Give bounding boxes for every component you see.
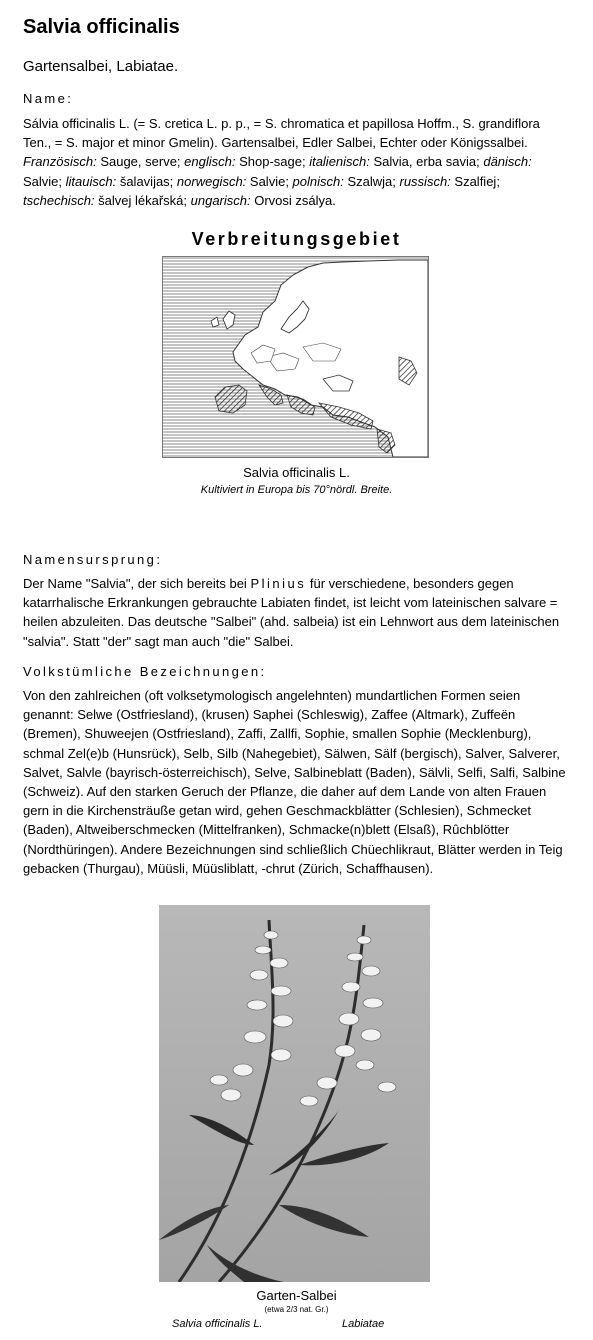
folk-section-text bbox=[23, 686, 571, 878]
folk-section-label: Volkstümliche Bezeichnungen: bbox=[23, 664, 267, 679]
sage-plant-illustration bbox=[159, 905, 430, 1282]
plate-species-name: Salvia officinalis L. bbox=[172, 1318, 263, 1330]
map-caption-species: Salvia officinalis L. bbox=[243, 465, 350, 480]
origin-section-text bbox=[23, 574, 571, 651]
europe-map-illustration bbox=[163, 257, 428, 457]
name-fr: Sauge, serve; bbox=[96, 154, 185, 170]
distribution-map bbox=[162, 256, 429, 458]
lang-label-hu: ungarisch: bbox=[190, 192, 251, 208]
name-section-text bbox=[23, 114, 571, 210]
name-ru: Szalfiej; bbox=[450, 173, 500, 189]
name-cs: šalvej lékařská; bbox=[94, 192, 191, 208]
origin-section-label: Namensursprung: bbox=[23, 552, 163, 567]
name-section-label: Name: bbox=[23, 91, 74, 106]
sage-plant-photo bbox=[159, 905, 430, 1282]
page-subtitle: Gartensalbei, Labiatae. bbox=[23, 58, 179, 75]
map-caption-note: Kultiviert in Europa bis 70°nördl. Breite. bbox=[200, 484, 393, 496]
lang-label-no: norwegisch: bbox=[176, 173, 247, 189]
name-synonyms: Sálvia officinalis L. (= S. cretica L. p. p., = S. chromatica et papillosa Hoffm., S. grandiflora Ten., = S. major et minor Gmelin). Gartensalbei, Edler Salbei, Echter oder Königssalbei. bbox=[23, 116, 540, 151]
lang-label-da: dänisch: bbox=[483, 154, 532, 170]
origin-text-before: Der Name "Salvia", der sich bereits bei bbox=[23, 576, 251, 591]
name-no: Salvie; bbox=[246, 173, 293, 189]
folk-names-text: Von den zahlreichen (oft volksetymologisch angelehnten) mundartlichen Formen seien genannt: Selwe (Ostfriesland), (krusen) Saphei (Schleswig), Zaffee (Altmark), Zuffeën (Bremen), Shuweejen (Ostfriesland), Zaffi, Zallfi, Sophie, smallen Sophie (Mecklenburg), schmal Zel(e)b (Hunsrück), Selb, Silb (Nahegebiet), Sälwen, Sälf (bergisch), Salver, Salverer, Salvet, Salvle (bayrisch-österreichisch), Selve, Salbineblatt (Baden), Sälvli, Selfi, Salfi, Salbine (Schweiz). Auf den starken Geruch der Pflanze, die daher auf dem Lande von alten Frauen gern in die Kirchensträuße getan wird, gehen Geschmackblätter (Schlesien), Schmecket (Baden), Altweiberschmecken (Mittelfranken), Schmacke(n)blett (Elsaß), Rûchblötter (Nordthüringen). Andere Bezeichnungen sind schließlich Chüechlikraut, Blätter werden in Teig gebacken (Thurgau), Müüsli, Müüsliblatt, -chrut (Zürich, Schaffhausen). bbox=[23, 688, 566, 876]
name-pl: Szalwja; bbox=[343, 173, 400, 189]
name-it: Salvia, erba savia; bbox=[369, 154, 484, 170]
lang-label-en: englisch: bbox=[184, 154, 236, 170]
name-da: Salvie; bbox=[23, 173, 66, 189]
lang-label-fr: Französisch: bbox=[23, 154, 97, 170]
lang-label-ru: russisch: bbox=[399, 173, 451, 189]
page-title: Salvia officinalis bbox=[23, 16, 180, 38]
lang-label-lt: litauisch: bbox=[65, 173, 117, 189]
plate-family-name: Labiatae bbox=[342, 1318, 385, 1330]
origin-text-after: für verschiedene, besonders gegen katarrhalische Erkrankungen gebrauchte Labiaten findet, ist leicht vom lateinischen salvare = heilen abzuleiten. Das deutsche "Salbei" (ahd. salbeia) ist ein Lehnwort aus dem lateinischen "salvia". Statt "der" sagt man auch "die" Salbei. bbox=[23, 576, 560, 649]
lang-label-pl: polnisch: bbox=[292, 173, 344, 189]
distribution-title: Verbreitungsgebiet bbox=[191, 229, 402, 249]
plate-scale-note: (etwa 2/3 nat. Gr.) bbox=[264, 1305, 329, 1314]
lang-label-cs: tschechisch: bbox=[23, 192, 95, 208]
name-lt: šalavijas; bbox=[116, 173, 177, 189]
origin-plinius: Plinius bbox=[250, 576, 307, 591]
name-hu: Orvosi zsálya. bbox=[250, 192, 336, 208]
name-en: Shop-sage; bbox=[235, 154, 310, 170]
plate-caption: Garten-Salbei bbox=[256, 1288, 337, 1303]
lang-label-it: italienisch: bbox=[309, 154, 370, 170]
